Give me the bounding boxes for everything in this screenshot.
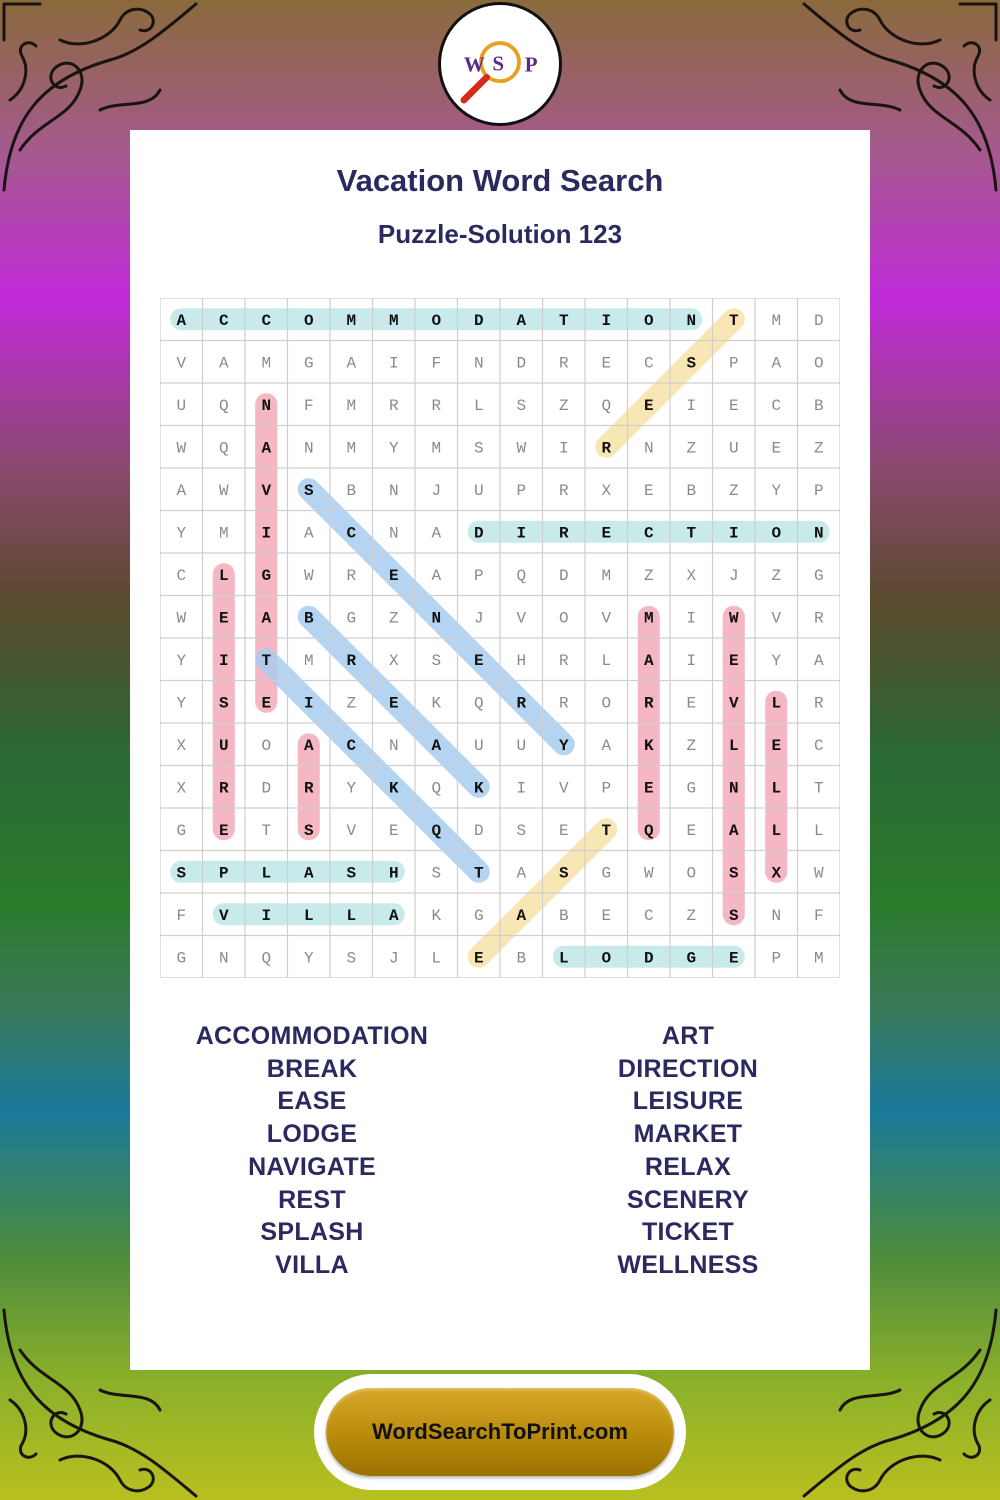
grid-letter-found[interactable]: V: [728, 694, 739, 713]
grid-letter[interactable]: Y: [346, 779, 357, 798]
grid-letter-found[interactable]: I: [516, 524, 527, 543]
grid-letter-found[interactable]: C: [643, 524, 654, 543]
grid-letter[interactable]: R: [558, 651, 569, 670]
grid-letter-found[interactable]: K: [388, 779, 399, 798]
grid-letter[interactable]: J: [473, 609, 484, 628]
grid-letter[interactable]: Q: [261, 949, 272, 968]
grid-letter[interactable]: I: [686, 396, 697, 415]
grid-letter[interactable]: S: [516, 396, 527, 415]
footer-badge: [314, 1374, 686, 1490]
grid-letter[interactable]: I: [558, 439, 569, 458]
grid-letter-found[interactable]: S: [728, 906, 739, 925]
grid-letter[interactable]: Q: [516, 566, 527, 585]
grid-letter[interactable]: D: [558, 566, 569, 585]
grid-letter-found[interactable]: D: [473, 524, 484, 543]
grid-letter-found[interactable]: M: [346, 311, 357, 330]
logo-letter-w: W: [463, 52, 485, 77]
grid-letter[interactable]: E: [601, 354, 612, 373]
grid-letter-found[interactable]: E: [388, 566, 399, 585]
grid-letter-found[interactable]: E: [218, 609, 229, 628]
grid-letter[interactable]: W: [516, 439, 527, 458]
grid-letter-found[interactable]: L: [346, 906, 357, 925]
grid-letter[interactable]: E: [558, 821, 569, 840]
logo-letter-s: S: [492, 51, 505, 76]
grid-letter-found[interactable]: S: [728, 864, 739, 883]
grid-letter[interactable]: P: [601, 779, 612, 798]
grid-letter[interactable]: G: [813, 566, 824, 585]
word-list-item: SCENERY: [626, 1185, 750, 1214]
grid-letter-found[interactable]: O: [643, 311, 654, 330]
grid-letter[interactable]: A: [431, 566, 442, 585]
grid-letter[interactable]: B: [516, 949, 527, 968]
word-list-item: LODGE: [266, 1120, 358, 1149]
grid-letter[interactable]: N: [388, 481, 399, 500]
grid-letter-found[interactable]: R: [218, 779, 229, 798]
word-list-item: SPLASH: [260, 1218, 364, 1247]
grid-letter-found[interactable]: R: [516, 694, 527, 713]
grid-letter[interactable]: G: [176, 821, 187, 840]
grid-letter[interactable]: G: [176, 949, 187, 968]
grid-letter[interactable]: U: [473, 736, 484, 755]
grid-letter[interactable]: R: [346, 566, 357, 585]
grid-letter-found[interactable]: N: [728, 779, 739, 798]
grid-letter[interactable]: D: [473, 821, 484, 840]
grid-letter-found[interactable]: N: [686, 311, 697, 330]
grid-letter[interactable]: Z: [686, 736, 697, 755]
grid-letter[interactable]: V: [176, 354, 187, 373]
grid-letter[interactable]: N: [388, 736, 399, 755]
page-subtitle: Puzzle-Solution 123: [377, 219, 623, 249]
grid-letter-found[interactable]: R: [643, 694, 654, 713]
grid-letter[interactable]: G: [473, 906, 484, 925]
grid-letter-found[interactable]: X: [771, 864, 782, 883]
grid-letter[interactable]: W: [176, 439, 187, 458]
grid-letter-found[interactable]: L: [771, 694, 782, 713]
grid-letter-found[interactable]: V: [261, 481, 272, 500]
grid-letter[interactable]: O: [813, 354, 824, 373]
grid-letter-found[interactable]: N: [431, 609, 442, 628]
grid-letter[interactable]: G: [686, 779, 697, 798]
grid-letter[interactable]: N: [303, 439, 314, 458]
grid-letter-found[interactable]: E: [643, 396, 654, 415]
grid-letter[interactable]: Y: [176, 694, 187, 713]
grid-letter[interactable]: D: [261, 779, 272, 798]
grid-letter[interactable]: G: [303, 354, 314, 373]
grid-letter[interactable]: V: [346, 821, 357, 840]
grid-letter-found[interactable]: R: [346, 651, 357, 670]
grid-letter[interactable]: M: [771, 311, 782, 330]
grid-letter-found[interactable]: E: [728, 651, 739, 670]
grid-letter[interactable]: Y: [388, 439, 399, 458]
grid-letter-found[interactable]: A: [431, 736, 442, 755]
grid-letter[interactable]: W: [643, 864, 654, 883]
grid-letter-found[interactable]: A: [176, 311, 187, 330]
grid-letter-found[interactable]: E: [771, 736, 782, 755]
grid-letter[interactable]: M: [813, 949, 824, 968]
grid-letter-found[interactable]: V: [218, 906, 229, 925]
grid-letter-found[interactable]: M: [388, 311, 399, 330]
grid-letter[interactable]: C: [643, 354, 654, 373]
grid-letter[interactable]: K: [431, 694, 442, 713]
grid-letter-found[interactable]: W: [728, 609, 739, 628]
word-list-right-column: [528, 1020, 848, 1282]
grid-letter[interactable]: A: [176, 481, 187, 500]
grid-letter-found[interactable]: B: [303, 609, 314, 628]
grid-letter[interactable]: U: [176, 396, 187, 415]
grid-letter[interactable]: Z: [771, 566, 782, 585]
grid-letter[interactable]: R: [558, 354, 569, 373]
word-list-item: WELLNESS: [617, 1250, 759, 1279]
grid-letter-found[interactable]: P: [218, 864, 229, 883]
grid-letter-found[interactable]: L: [218, 566, 229, 585]
grid-letter-found[interactable]: N: [813, 524, 824, 543]
grid-letter[interactable]: R: [813, 694, 824, 713]
grid-letter[interactable]: L: [473, 396, 484, 415]
grid-letter-found[interactable]: K: [473, 779, 484, 798]
grid-letter[interactable]: M: [303, 651, 314, 670]
grid-letter[interactable]: W: [813, 864, 824, 883]
grid-letter-found[interactable]: D: [643, 949, 654, 968]
grid-letter[interactable]: F: [813, 906, 824, 925]
grid-letter[interactable]: U: [516, 736, 527, 755]
grid-letter-found[interactable]: I: [601, 311, 612, 330]
grid-letter[interactable]: Q: [473, 694, 484, 713]
word-list-item: LEISURE: [632, 1087, 744, 1116]
grid-letter[interactable]: I: [516, 779, 527, 798]
word-list-item: RELAX: [644, 1152, 732, 1181]
grid-letter[interactable]: A: [813, 651, 824, 670]
grid-letter[interactable]: E: [643, 481, 654, 500]
grid-letter-found[interactable]: U: [218, 736, 229, 755]
grid-letter[interactable]: V: [558, 779, 569, 798]
grid-letter-found[interactable]: A: [516, 311, 527, 330]
grid-letter[interactable]: E: [686, 821, 697, 840]
grid-letter[interactable]: Z: [813, 439, 824, 458]
word-list-item: NAVIGATE: [248, 1152, 376, 1181]
grid-letter[interactable]: Q: [431, 779, 442, 798]
grid-letter[interactable]: S: [346, 949, 357, 968]
grid-letter-found[interactable]: A: [303, 736, 314, 755]
grid-letter-found[interactable]: L: [303, 906, 314, 925]
grid-letter[interactable]: E: [728, 396, 739, 415]
grid-letter[interactable]: H: [516, 651, 527, 670]
grid-letter[interactable]: Z: [686, 439, 697, 458]
grid-letter[interactable]: M: [431, 439, 442, 458]
grid-letter[interactable]: Z: [346, 694, 357, 713]
grid-letter[interactable]: S: [516, 821, 527, 840]
grid-letter-found[interactable]: O: [431, 311, 442, 330]
grid-letter[interactable]: B: [813, 396, 824, 415]
word-list-item: VILLA: [275, 1250, 349, 1279]
grid-letter[interactable]: S: [431, 651, 442, 670]
grid-letter-found[interactable]: L: [728, 736, 739, 755]
grid-letter[interactable]: A: [771, 354, 782, 373]
grid-letter-found[interactable]: Q: [431, 821, 442, 840]
grid-letter-found[interactable]: E: [218, 821, 229, 840]
grid-letter[interactable]: E: [388, 821, 399, 840]
grid-letter-found[interactable]: O: [771, 524, 782, 543]
grid-letter[interactable]: L: [601, 651, 612, 670]
grid-letter-found[interactable]: G: [261, 566, 272, 585]
grid-letter-found[interactable]: T: [728, 311, 739, 330]
grid-letter-found[interactable]: S: [218, 694, 229, 713]
grid-letter[interactable]: A: [431, 524, 442, 543]
grid-letter[interactable]: T: [261, 821, 272, 840]
grid-letter[interactable]: D: [516, 354, 527, 373]
grid-letter[interactable]: W: [218, 481, 229, 500]
grid-letter-found[interactable]: L: [771, 821, 782, 840]
grid-letter[interactable]: R: [431, 396, 442, 415]
grid-letter-found[interactable]: T: [686, 524, 697, 543]
grid-letter[interactable]: P: [473, 566, 484, 585]
grid-letter[interactable]: L: [813, 821, 824, 840]
grid-letter-found[interactable]: E: [728, 949, 739, 968]
grid-letter-found[interactable]: L: [558, 949, 569, 968]
grid-letter[interactable]: N: [218, 949, 229, 968]
word-list-item: ACCOMMODATION: [195, 1022, 429, 1050]
site-link-text: WordSearchToPrint.com: [372, 1419, 628, 1444]
word-list-item: BREAK: [266, 1054, 358, 1083]
grid-letter[interactable]: F: [176, 906, 187, 925]
grid-letter-found[interactable]: D: [473, 311, 484, 330]
grid-letter-found[interactable]: R: [601, 439, 612, 458]
grid-letter[interactable]: M: [261, 354, 272, 373]
grid-letter-found[interactable]: C: [346, 736, 357, 755]
grid-letter-found[interactable]: O: [601, 949, 612, 968]
grid-letter[interactable]: X: [388, 651, 399, 670]
word-list-left-column: [152, 1020, 472, 1282]
grid-letter[interactable]: J: [728, 566, 739, 585]
grid-letter-found[interactable]: A: [643, 651, 654, 670]
grid-letter[interactable]: Q: [218, 439, 229, 458]
site-link-button[interactable]: [326, 1388, 674, 1476]
grid-letter[interactable]: O: [558, 609, 569, 628]
grid-letter[interactable]: P: [813, 481, 824, 500]
grid-letter-found[interactable]: T: [261, 651, 272, 670]
grid-letter-found[interactable]: I: [218, 651, 229, 670]
grid-letter-found[interactable]: I: [261, 524, 272, 543]
grid-letter-found[interactable]: O: [303, 311, 314, 330]
grid-letter[interactable]: N: [473, 354, 484, 373]
grid-letter[interactable]: T: [813, 779, 824, 798]
logo-letter-p: P: [524, 52, 538, 77]
grid-letter-found[interactable]: S: [558, 864, 569, 883]
grid-letter[interactable]: F: [431, 354, 442, 373]
grid-letter-found[interactable]: K: [643, 736, 654, 755]
grid-letter[interactable]: B: [346, 481, 357, 500]
grid-letter-found[interactable]: C: [261, 311, 272, 330]
grid-letter[interactable]: L: [431, 949, 442, 968]
grid-letter-found[interactable]: H: [388, 864, 399, 883]
grid-letter[interactable]: X: [176, 779, 187, 798]
grid-letter[interactable]: Z: [643, 566, 654, 585]
grid-letter[interactable]: Q: [218, 396, 229, 415]
grid-letter-found[interactable]: I: [728, 524, 739, 543]
grid-letter-found[interactable]: Y: [558, 736, 569, 755]
grid-letter[interactable]: I: [686, 609, 697, 628]
grid-letter[interactable]: A: [516, 864, 527, 883]
grid-letter-found[interactable]: M: [643, 609, 654, 628]
grid-letter[interactable]: N: [643, 439, 654, 458]
grid-letter[interactable]: E: [686, 694, 697, 713]
grid-letter[interactable]: P: [516, 481, 527, 500]
grid-letter[interactable]: M: [218, 524, 229, 543]
grid-letter[interactable]: M: [346, 439, 357, 458]
grid-letter[interactable]: F: [303, 396, 314, 415]
grid-letter[interactable]: O: [686, 864, 697, 883]
word-list-item: ART: [661, 1022, 715, 1050]
grid-letter[interactable]: N: [388, 524, 399, 543]
grid-letter-found[interactable]: S: [346, 864, 357, 883]
grid-letter[interactable]: N: [771, 906, 782, 925]
grid-letter[interactable]: Z: [686, 906, 697, 925]
grid-letter[interactable]: I: [388, 354, 399, 373]
grid-letter-found[interactable]: T: [473, 864, 484, 883]
grid-letter[interactable]: R: [813, 609, 824, 628]
grid-letter-found[interactable]: L: [771, 779, 782, 798]
grid-letter[interactable]: O: [261, 736, 272, 755]
grid-letter-found[interactable]: A: [261, 609, 272, 628]
grid-letter[interactable]: C: [643, 906, 654, 925]
grid-letter[interactable]: Z: [388, 609, 399, 628]
grid-letter-found[interactable]: L: [261, 864, 272, 883]
word-list-item: REST: [278, 1185, 346, 1214]
grid-letter[interactable]: X: [176, 736, 187, 755]
page-title: Vacation Word Search: [336, 163, 664, 198]
grid-letter[interactable]: Q: [601, 396, 612, 415]
grid-letter[interactable]: R: [558, 481, 569, 500]
grid-letter[interactable]: Y: [176, 651, 187, 670]
grid-letter-found[interactable]: E: [473, 949, 484, 968]
grid-letter-found[interactable]: A: [261, 439, 272, 458]
grid-letter[interactable]: R: [558, 694, 569, 713]
grid-letter-found[interactable]: E: [261, 694, 272, 713]
magnifier-handle-icon: [464, 77, 487, 100]
grid-letter-found[interactable]: R: [303, 779, 314, 798]
grid-letter[interactable]: A: [346, 354, 357, 373]
grid-letter[interactable]: G: [601, 864, 612, 883]
grid-letter-found[interactable]: T: [601, 821, 612, 840]
grid-letter-found[interactable]: A: [516, 906, 527, 925]
grid-letter[interactable]: S: [431, 864, 442, 883]
grid-letter[interactable]: Y: [176, 524, 187, 543]
grid-letter[interactable]: Z: [728, 481, 739, 500]
grid-letter[interactable]: Z: [558, 396, 569, 415]
grid-letter-found[interactable]: E: [601, 524, 612, 543]
grid-letter[interactable]: U: [728, 439, 739, 458]
grid-letter[interactable]: C: [176, 566, 187, 585]
puzzle-card: [130, 130, 870, 1370]
grid-letter[interactable]: A: [601, 736, 612, 755]
grid-letter[interactable]: W: [303, 566, 314, 585]
grid-letter-found[interactable]: Q: [643, 821, 654, 840]
grid-letter[interactable]: G: [346, 609, 357, 628]
grid-letter[interactable]: J: [388, 949, 399, 968]
grid-letter[interactable]: S: [473, 439, 484, 458]
grid-letter[interactable]: E: [601, 906, 612, 925]
grid-letter-found[interactable]: E: [643, 779, 654, 798]
grid-letter-found[interactable]: C: [218, 311, 229, 330]
grid-letter-found[interactable]: E: [473, 651, 484, 670]
grid-letter[interactable]: M: [601, 566, 612, 585]
grid-letter[interactable]: U: [473, 481, 484, 500]
grid-letter[interactable]: E: [771, 439, 782, 458]
word-list-item: TICKET: [641, 1218, 735, 1247]
grid-letter-found[interactable]: C: [346, 524, 357, 543]
grid-letter[interactable]: V: [516, 609, 527, 628]
grid-letter[interactable]: O: [601, 694, 612, 713]
grid-letter-found[interactable]: S: [176, 864, 187, 883]
grid-letter[interactable]: W: [176, 609, 187, 628]
grid-letter[interactable]: J: [431, 481, 442, 500]
site-logo[interactable]: [438, 2, 562, 126]
grid-letter-found[interactable]: S: [303, 481, 314, 500]
word-list-item: DIRECTION: [617, 1054, 759, 1083]
word-list-item: MARKET: [633, 1120, 743, 1149]
grid-letter[interactable]: D: [813, 311, 824, 330]
grid-letter[interactable]: C: [813, 736, 824, 755]
grid-letter-found[interactable]: S: [686, 354, 697, 373]
grid-letter-found[interactable]: A: [388, 906, 399, 925]
grid-letter[interactable]: A: [218, 354, 229, 373]
grid-letter[interactable]: B: [686, 481, 697, 500]
grid-letter-found[interactable]: I: [303, 694, 314, 713]
grid-letter[interactable]: M: [346, 396, 357, 415]
grid-letter[interactable]: K: [431, 906, 442, 925]
word-list: [130, 1020, 870, 1290]
grid-letter[interactable]: Y: [771, 481, 782, 500]
grid-letter[interactable]: P: [728, 354, 739, 373]
grid-letter[interactable]: X: [686, 566, 697, 585]
grid-letter-found[interactable]: E: [388, 694, 399, 713]
grid-letter-found[interactable]: I: [261, 906, 272, 925]
grid-letter[interactable]: B: [558, 906, 569, 925]
grid-letter[interactable]: P: [771, 949, 782, 968]
grid-letter-found[interactable]: A: [303, 864, 314, 883]
grid-letter-found[interactable]: A: [728, 821, 739, 840]
grid-letter[interactable]: R: [388, 396, 399, 415]
grid-letter[interactable]: Y: [771, 651, 782, 670]
grid-letter-found[interactable]: S: [303, 821, 314, 840]
grid-letter-found[interactable]: R: [558, 524, 569, 543]
grid-letter-found[interactable]: N: [261, 396, 272, 415]
grid-letter[interactable]: V: [771, 609, 782, 628]
grid-letter-found[interactable]: G: [686, 949, 697, 968]
grid-letter[interactable]: C: [771, 396, 782, 415]
grid-letter[interactable]: V: [601, 609, 612, 628]
grid-letter-found[interactable]: T: [558, 311, 569, 330]
grid-letter[interactable]: I: [686, 651, 697, 670]
grid-letter[interactable]: X: [601, 481, 612, 500]
word-search-grid[interactable]: [160, 298, 840, 978]
grid-letter[interactable]: A: [303, 524, 314, 543]
grid-letter[interactable]: Y: [303, 949, 314, 968]
word-list-item: EASE: [277, 1087, 347, 1116]
